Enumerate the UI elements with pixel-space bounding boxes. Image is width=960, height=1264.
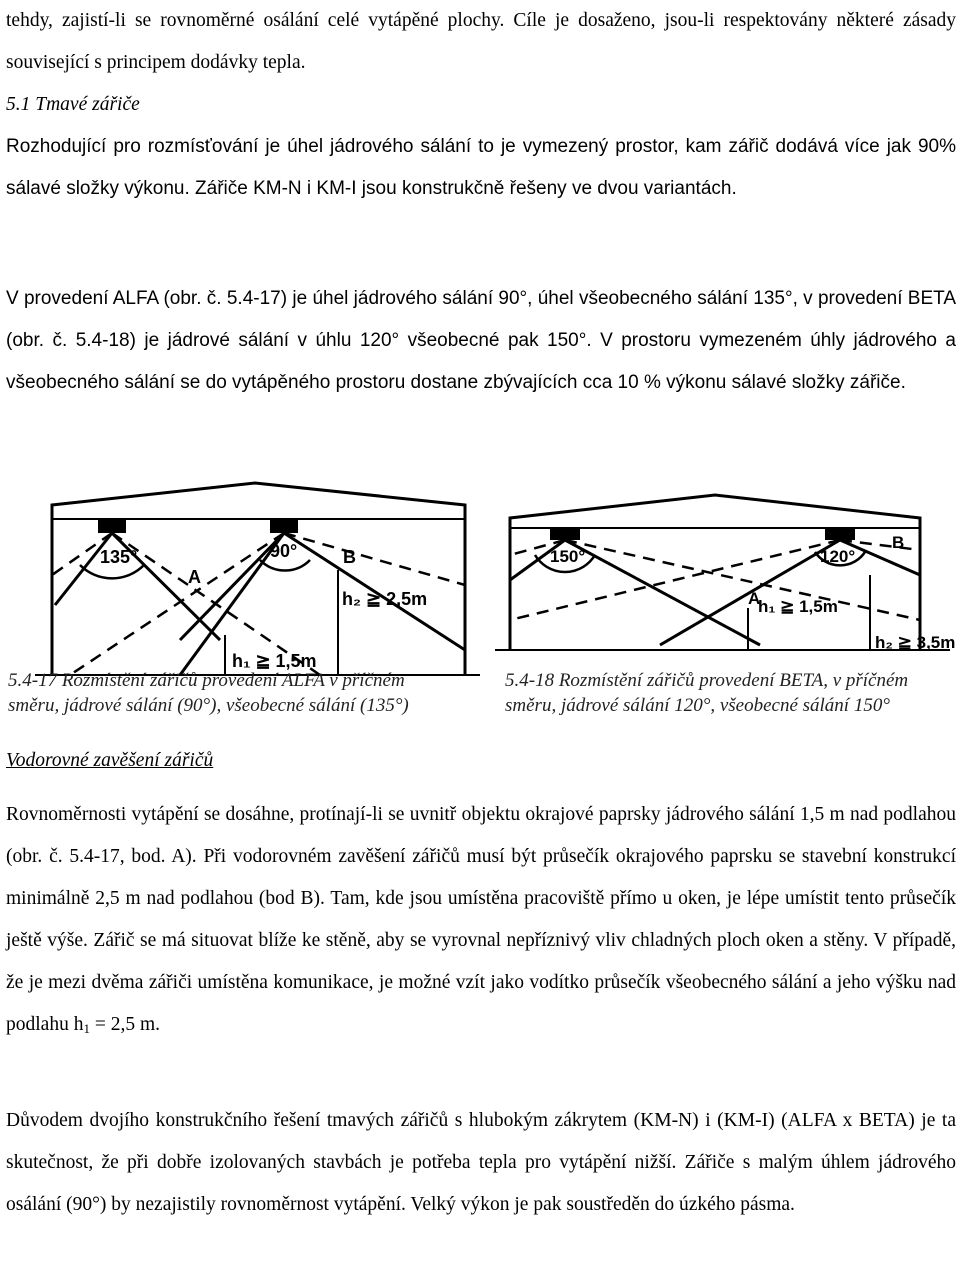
figure-beta-diagram [490, 490, 955, 655]
radiator-1 [98, 519, 126, 533]
section-paragraph-1: Rozhodující pro rozmísťování je úhel jádrového sálání to je vymezený prostor, kam zářič dodává více jak 90% sálavé složky výkonu. Zářiče KM-N i KM-I jsou konstrukčně řešeny ve dvou variantách. [6, 136, 956, 199]
paragraph-3 [6, 794, 956, 1050]
point-a-label: A [188, 567, 201, 587]
paragraph-4: Důvodem dvojího konstrukčního řešení tmavých zářičů s hlubokým zákrytem (KM-N) i (KM-I) (ALFA x BETA) je ta skutečnost, že při dobře izolovaných stavbách je potřeba tepla pro vytápění nižší. Zářiče s malým úhlem jádrového osálání (90°) by nezajistily rovnoměrnost vytápění. Velký výkon je pak soustředěn do úzkého pásma. [6, 1110, 956, 1215]
figure-beta [490, 490, 955, 655]
subheading-horizontal-suspension: Vodorovné zavěšení zářičů [6, 750, 214, 771]
figure-alfa-caption: 5.4-17 Rozmístění zářičů provedení ALFA v příčném směru, jádrové sálání (90°), všeobecné sálání (135°) [8, 670, 409, 716]
point-b-label: B [892, 533, 905, 552]
angle-label-general: 135° [100, 547, 138, 567]
radiator-2 [825, 528, 855, 540]
intro-paragraph: tehdy, zajistí-li se rovnoměrné osálání celé vytápěné plochy. Cíle je dosaženo, jsou-li respektovány některé zásady související s principem dodávky tepla. [6, 10, 956, 73]
angle-arc-core [260, 560, 310, 571]
point-b-label: B [343, 547, 356, 567]
figure-alfa-diagram [20, 475, 490, 680]
figure-alfa [20, 475, 490, 680]
figure-beta-caption: 5.4-18 Rozmístění zářičů provedení BETA, v příčném směru, jádrové sálání 120°, všeobecné sálání 150° [505, 670, 909, 716]
point-a-label: A [748, 589, 761, 608]
paragraph-3-text: Rovnoměrnosti vytápění se dosáhne, protínají-li se uvnitř objektu okrajové paprsky jádrového sálání 1,5 m nad podlahou (obr. č. 5.4-17, bod. A). Při vodorovném zavěšení zářičů musí být průsečík okrajového paprsku se stavební konstrukcí minimálně 2,5 m nad podlahou (bod B). Tam, kde jsou umístěna pracoviště přímo u oken, je lépe umístit tento průsečík ještě výše. Zářič se má situovat blíže ke stěně, aby se vyrovnal nepříznivý vliv chladných ploch oken a stěny. V případě, že je mezi dvěma zářiči umístěna komunikace, je možné vzít jako vodítko průsečík všeobecného sálání a jeho výšku nad podlahu h [6, 804, 956, 1035]
h2-label: h₂ ≧ 2,5m [342, 589, 428, 609]
paragraph-3-end: = 2,5 m. [89, 1014, 160, 1035]
radiator-2 [270, 519, 298, 533]
angle-label-core: 90° [270, 541, 298, 561]
paragraph-3-subscript: 1 [83, 1021, 90, 1036]
h2-label: h₂ ≧ 3,5m [875, 633, 955, 652]
section-heading: 5.1 Tmavé zářiče [6, 94, 140, 115]
angle-label-general: 150° [550, 547, 586, 566]
angle-arc-general [80, 565, 144, 578]
h1-label: h₁ ≧ 1,5m [232, 651, 317, 671]
section-paragraph-2: V provedení ALFA (obr. č. 5.4-17) je úhel jádrového sálání 90°, úhel všeobecného sálání 135°, v provedení BETA (obr. č. 5.4-18) je jádrové sálání v úhlu 120° všeobecné pak 150°. V prostoru vymezeném úhly jádrového a všeobecného sálání se do vytápěného prostoru dostane zbývajících cca 10 % výkonu sálavé složky zářiče. [6, 288, 956, 393]
radiator-1 [550, 528, 580, 540]
h1-label: h₁ ≧ 1,5m [758, 597, 838, 616]
angle-label-core: 120° [820, 547, 856, 566]
